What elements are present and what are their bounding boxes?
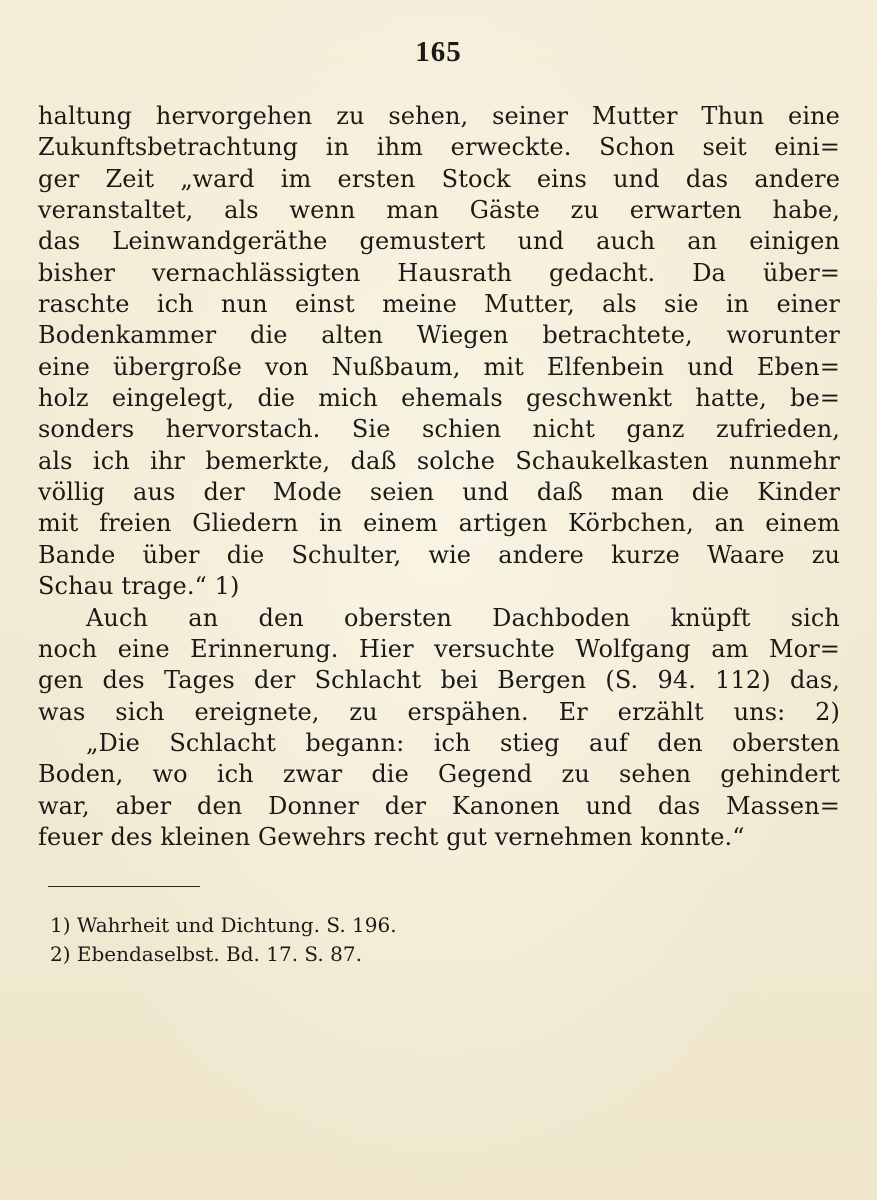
footnote: 2) Ebendaselbst. Bd. 17. S. 87. (50, 942, 362, 966)
footnotes (50, 911, 550, 969)
body-line: war, aber den Donner der Kanonen und das Massen= (38, 791, 840, 820)
body-line: veranstaltet, als wenn man Gäste zu erwarten habe, (38, 196, 840, 225)
body-line: eine übergroße von Nußbaum, mit Elfenbein und Eben= (38, 352, 840, 381)
body-line: Auch an den obersten Dachboden knüpft sich (86, 603, 840, 632)
page-number: 165 (415, 36, 462, 68)
body-line: Bodenkammer die alten Wiegen betrachtete, worunter (38, 321, 840, 350)
body-line: sonders hervorstach. Sie schien nicht ganz zufrieden, (38, 415, 840, 444)
body-line: ger Zeit „ward im ersten Stock eins und das andere (38, 164, 840, 193)
body-line: Boden, wo ich zwar die Gegend zu sehen gehindert (38, 760, 840, 789)
body-line: raschte ich nun einst meine Mutter, als sie in einer (38, 290, 840, 319)
body-line: als ich ihr bemerkte, daß solche Schaukelkasten nunmehr (38, 446, 840, 475)
body-line: gen des Tages der Schlacht bei Bergen (S. 94. 112) das, (38, 666, 840, 695)
body-line: haltung hervorgehen zu sehen, seiner Mutter Thun eine (38, 102, 840, 130)
body-line: völlig aus der Mode seien und daß man die Kinder (38, 478, 840, 507)
body-line: feuer des kleinen Gewehrs recht gut vernehmen konnte.“ (38, 822, 745, 851)
body-line: Zukunftsbetrachtung in ihm erweckte. Schon seit eini= (38, 133, 840, 162)
body-text (38, 101, 840, 853)
body-line: was sich ereignete, zu erspähen. Er erzählt uns: 2) (38, 697, 840, 726)
footnote: 1) Wahrheit und Dichtung. S. 196. (50, 913, 397, 937)
body-line: Bande über die Schulter, wie andere kurze Waare zu (38, 540, 840, 569)
body-line: noch eine Erinnerung. Hier versuchte Wolfgang am Mor= (38, 634, 840, 663)
body-line: das Leinwandgeräthe gemustert und auch an einigen (38, 227, 840, 256)
body-line: Schau trage.“ 1) (38, 572, 240, 601)
body-line: mit freien Gliedern in einem artigen Körbchen, an einem (38, 509, 840, 538)
body-line: holz eingelegt, die mich ehemals geschwenkt hatte, be= (38, 384, 840, 413)
body-line: „Die Schlacht begann: ich stieg auf den obersten (86, 728, 840, 757)
body-line: bisher vernachlässigten Hausrath gedacht. Da über= (38, 258, 840, 287)
footnote-divider (48, 886, 200, 887)
